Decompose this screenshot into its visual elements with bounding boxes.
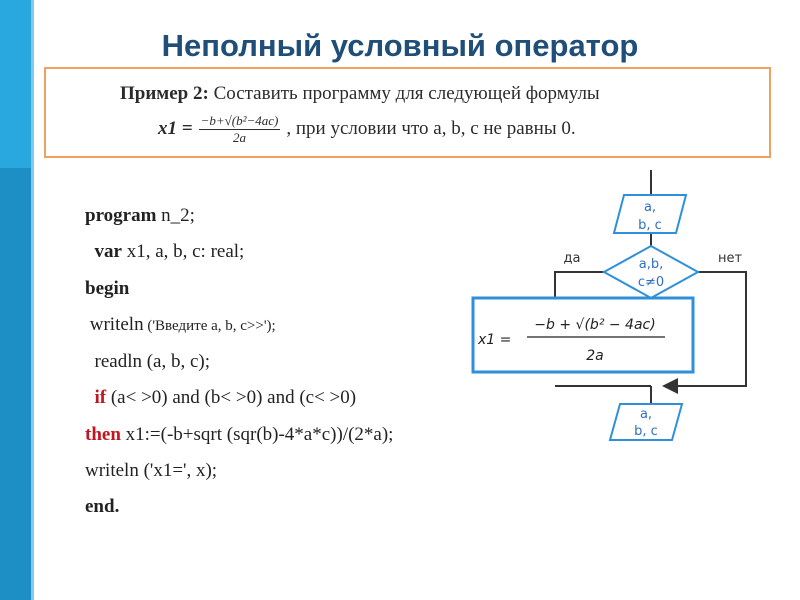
- slide-title: Неполный условный оператор: [161, 28, 639, 63]
- output-label-1: a,: [639, 407, 653, 422]
- task-label: Пример 2:: [120, 83, 209, 104]
- yes-label: да: [563, 251, 581, 266]
- code-line-7: then x1:=(-b+sqrt (sqr(b)-4*a*c))/(2*a);: [85, 423, 394, 445]
- code-line-3: begin: [85, 277, 130, 299]
- task-text: Составить программу для следующей формулы: [208, 83, 600, 104]
- code-line-4: writeln ('Введите a, b, c>>');: [89, 313, 276, 335]
- code-line-2: var x1, a, b, c: real;: [94, 241, 245, 263]
- formula-lhs: x1 =: [158, 118, 193, 139]
- formula-numerator: −b+√(b²−4ac): [200, 112, 279, 128]
- input-label-2: b, c: [638, 218, 662, 233]
- decision-block: [604, 246, 698, 298]
- code-line-1: program n_2;: [85, 205, 195, 226]
- decision-label-1: a,b,: [638, 257, 664, 272]
- code-line-9: end.: [85, 496, 120, 518]
- output-label-2: b, c: [634, 424, 658, 439]
- process-numerator: −b + √(b² − 4ac): [534, 317, 656, 333]
- task-condition: , при условии что a, b, c не равны 0.: [286, 118, 576, 139]
- code-line-8: writeln ('x1=', x);: [85, 460, 218, 482]
- process-denominator: 2a: [586, 348, 604, 364]
- flow-line-yes: [555, 272, 604, 298]
- input-label-1: a,: [643, 200, 657, 215]
- decision-label-2: c≠0: [637, 275, 665, 290]
- process-lhs: x1 =: [478, 332, 512, 348]
- no-label: нет: [717, 251, 743, 266]
- formula-denominator: 2a: [232, 129, 246, 145]
- code-line-6: if (a< >0) and (b< >0) and (c< >0): [94, 387, 357, 409]
- code-line-5: readln (a, b, c);: [94, 351, 211, 373]
